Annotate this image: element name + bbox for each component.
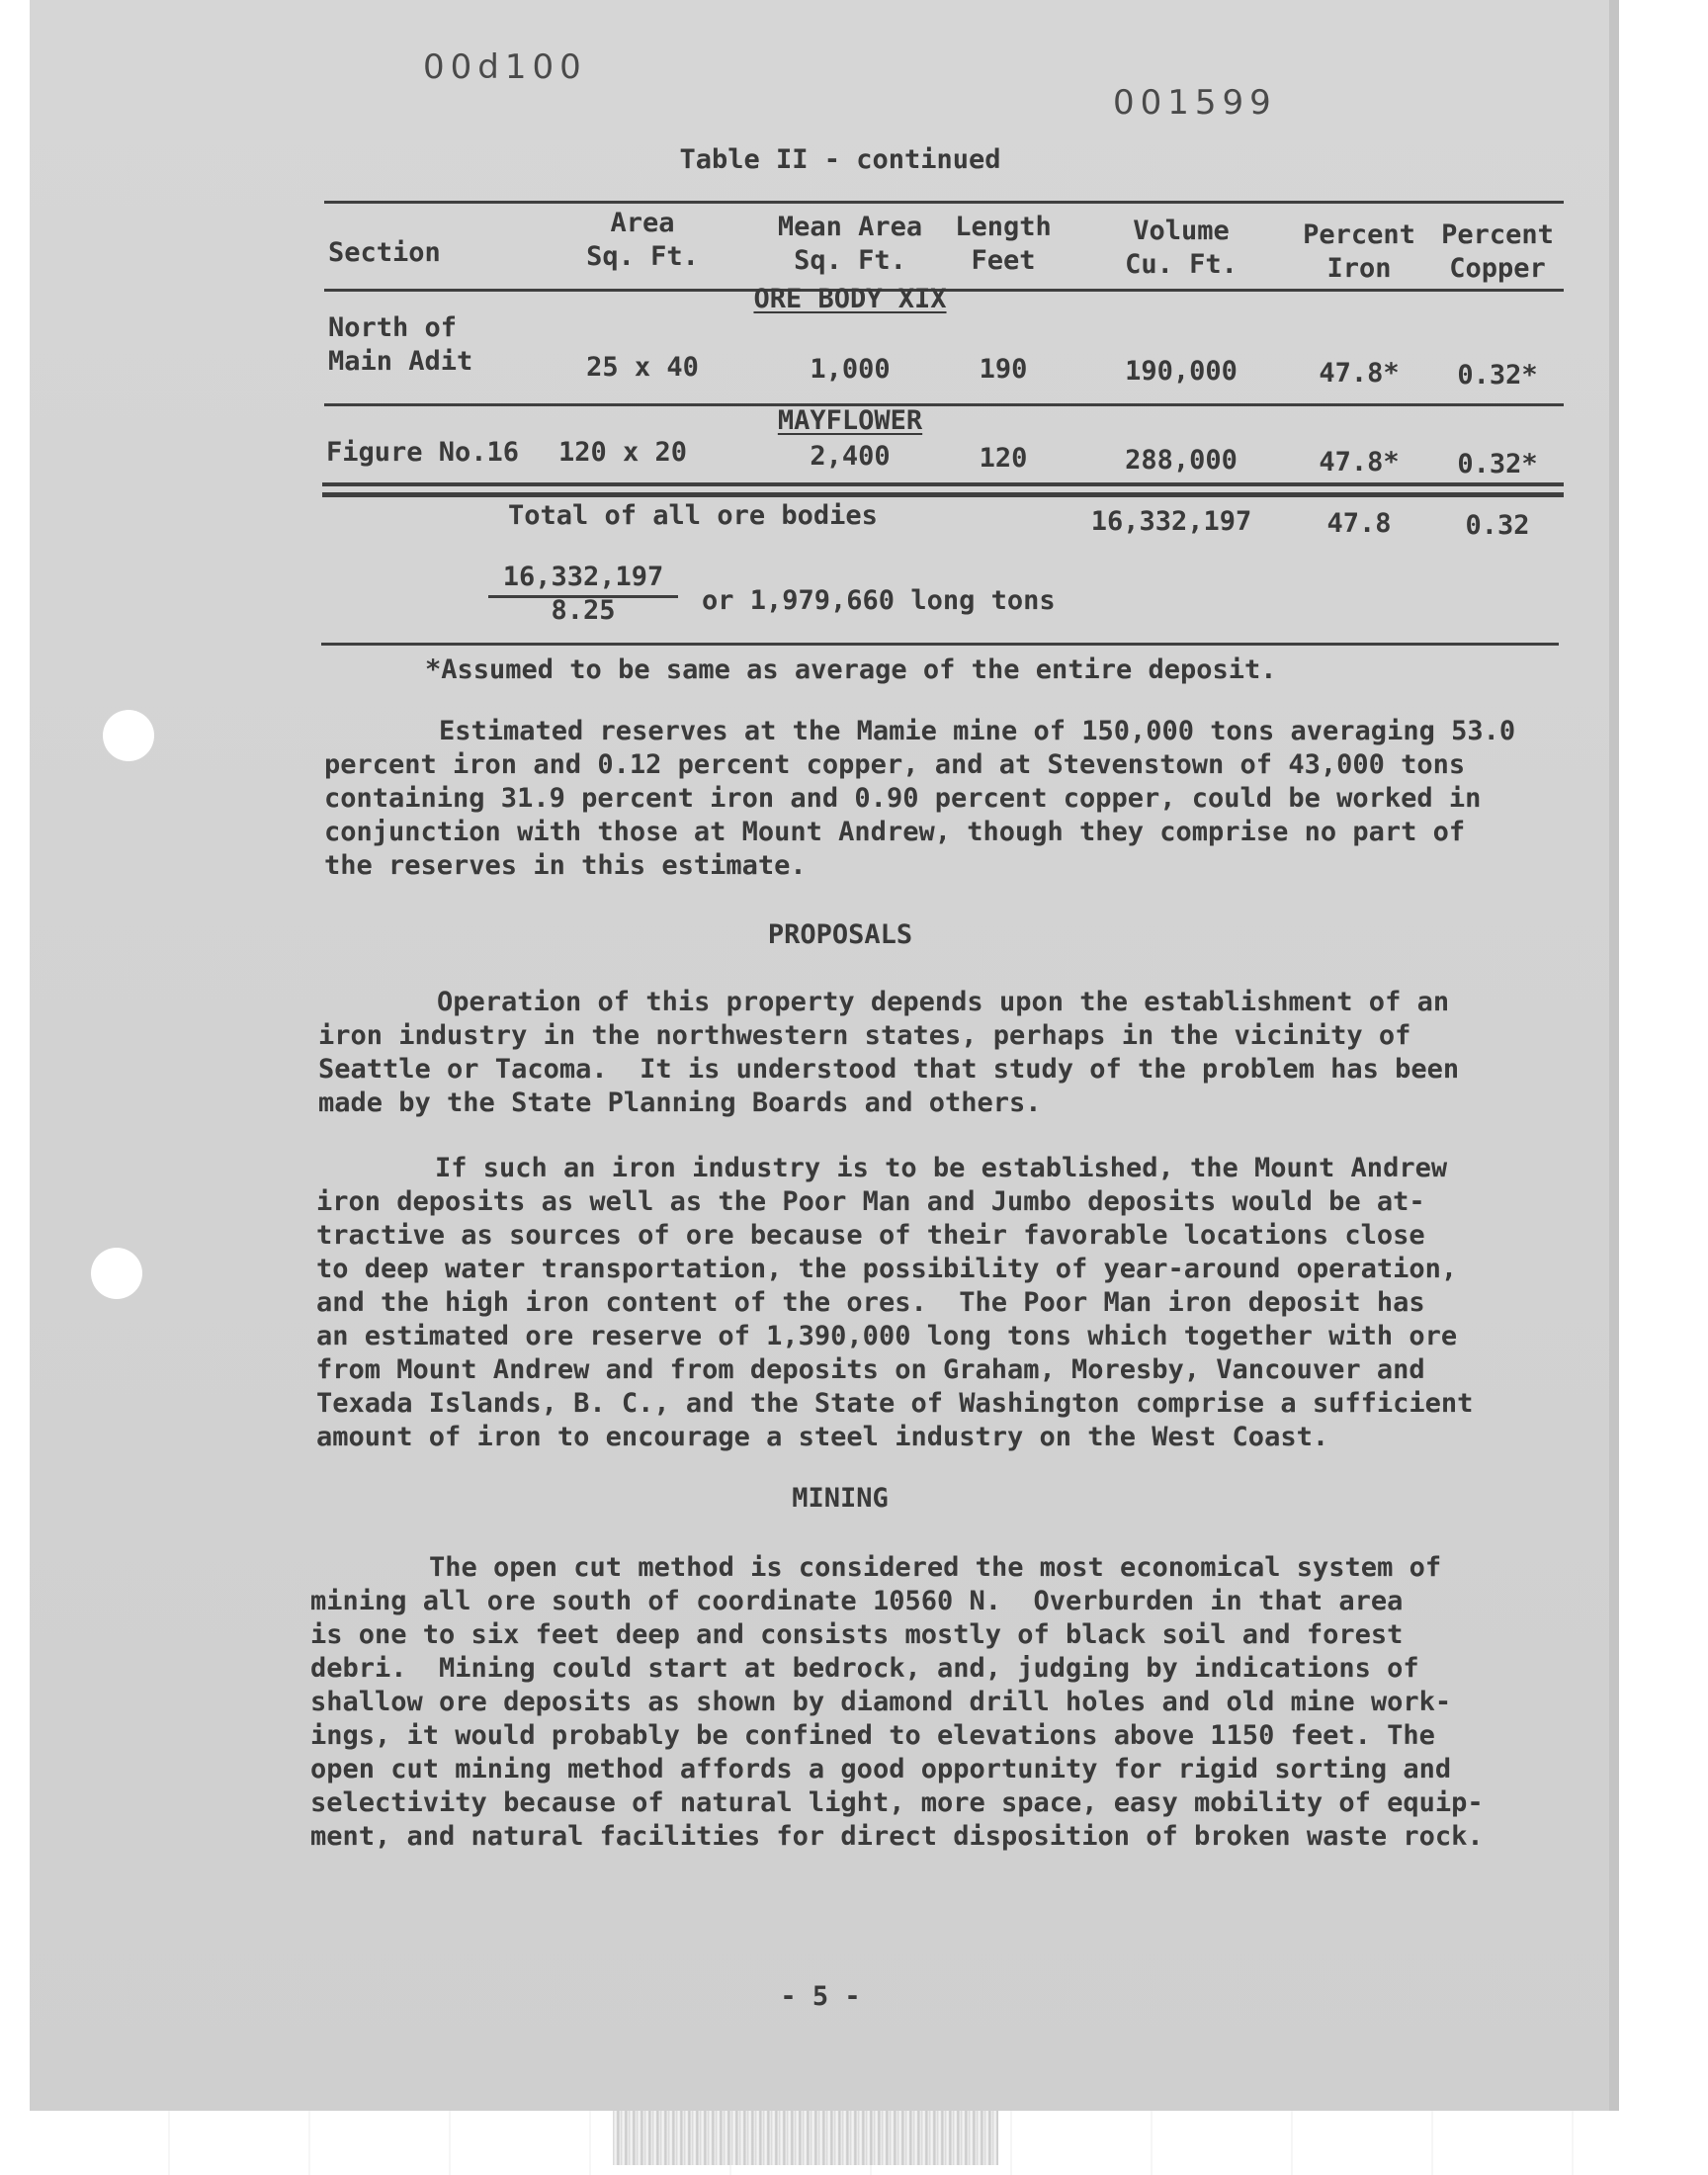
text-line: open cut mining method affords a good opportunity for rigid sorting and xyxy=(310,1754,1452,1784)
scan-artifact-strip xyxy=(30,2111,1611,2175)
header-volume-2: Cu. Ft. xyxy=(1125,249,1238,280)
heading-mining: MINING xyxy=(792,1483,889,1514)
header-mean-2: Sq. Ft. xyxy=(794,245,906,276)
text-line: tractive as sources of ore because of their favorable locations close xyxy=(316,1220,1425,1251)
header-iron-1: Percent xyxy=(1303,219,1415,250)
cell-iron: 47.8* xyxy=(1319,358,1400,389)
punch-hole-bottom xyxy=(91,1248,142,1299)
cell-area: 25 x 40 xyxy=(586,352,699,383)
text-line: If such an iron industry is to be established, the Mount Andrew xyxy=(435,1153,1448,1183)
page-number: - 5 - xyxy=(780,1981,861,2012)
cell-length: 120 xyxy=(979,443,1028,474)
text-line: ings, it would probably be confined to elevations above 1150 feet. The xyxy=(310,1720,1435,1751)
total-volume: 16,332,197 xyxy=(1090,506,1252,537)
page-edge-shadow xyxy=(1609,0,1619,2111)
total-double-rule-bottom xyxy=(322,492,1564,497)
cell-section-line1: North of xyxy=(328,312,458,343)
header-mean-1: Mean Area xyxy=(777,212,923,242)
punch-hole-top xyxy=(103,710,154,761)
stamp-right: 001599 xyxy=(1113,83,1277,123)
text-line: mining all ore south of coordinate 10560 N. Overburden in that area xyxy=(310,1586,1404,1616)
total-copper: 0.32 xyxy=(1465,510,1530,541)
text-line: percent iron and 0.12 percent copper, and at Stevenstown of 43,000 tons xyxy=(324,749,1466,780)
cell-mean-area: 2,400 xyxy=(810,441,891,472)
text-line: is one to six feet deep and consists mostly of black soil and forest xyxy=(310,1619,1404,1650)
text-line: iron industry in the northwestern states, perhaps in the vicinity of xyxy=(318,1020,1411,1051)
header-section: Section xyxy=(328,237,441,268)
table-title: Table II - continued xyxy=(679,144,1001,175)
total-double-rule-top xyxy=(322,482,1564,486)
text-line: conjunction with those at Mount Andrew, though they comprise no part of xyxy=(324,817,1466,847)
text-line: Seattle or Tacoma. It is understood that study of the problem has been xyxy=(318,1054,1460,1085)
text-line: the reserves in this estimate. xyxy=(324,850,807,881)
text-line: ment, and natural facilities for direct disposition of broken waste rock. xyxy=(310,1821,1484,1852)
text-line: to deep water transportation, the possibility of year-around operation, xyxy=(316,1254,1458,1284)
text-line: and the high iron content of the ores. The Poor Man iron deposit has xyxy=(316,1287,1425,1318)
header-volume-1: Volume xyxy=(1133,216,1230,246)
text-line: Estimated reserves at the Mamie mine of 150,000 tons averaging 53.0 xyxy=(439,716,1516,746)
calc-result: or 1,979,660 long tons xyxy=(702,585,1056,616)
group-name-ore-body: ORE BODY XIX xyxy=(753,284,947,314)
text-line: an estimated ore reserve of 1,390,000 long tons which together with ore xyxy=(316,1321,1458,1351)
header-copper-1: Percent xyxy=(1441,219,1554,250)
table-top-rule xyxy=(324,201,1564,204)
header-iron-2: Iron xyxy=(1326,253,1392,284)
text-line: Texada Islands, B. C., and the State of Washington comprise a sufficient xyxy=(316,1388,1474,1419)
header-area-2: Sq. Ft. xyxy=(586,241,699,272)
text-line: made by the State Planning Boards and others. xyxy=(318,1088,1042,1118)
text-line: containing 31.9 percent iron and 0.90 percent copper, could be worked in xyxy=(324,783,1482,814)
text-line: debri. Mining could start at bedrock, and, judging by indications of xyxy=(310,1653,1419,1684)
cell-iron: 47.8* xyxy=(1319,447,1400,478)
heading-proposals: PROPOSALS xyxy=(767,919,913,950)
header-copper-2: Copper xyxy=(1449,253,1546,284)
table-bottom-rule xyxy=(321,643,1559,646)
cell-section: Figure No.16 xyxy=(326,437,520,468)
total-label: Total of all ore bodies xyxy=(508,500,878,531)
stamp-left: 00d100 xyxy=(423,47,587,87)
text-line: The open cut method is considered the most economical system of xyxy=(429,1552,1442,1583)
header-area-1: Area xyxy=(610,208,675,238)
cell-section-line2: Main Adit xyxy=(328,346,473,377)
cell-area: 120 x 20 xyxy=(557,437,688,468)
header-length-1: Length xyxy=(955,212,1052,242)
text-line: amount of iron to encourage a steel industry on the West Coast. xyxy=(316,1422,1329,1452)
cell-length: 190 xyxy=(979,354,1028,385)
group-name-mayflower: MAYFLOWER xyxy=(777,405,923,436)
header-length-2: Feet xyxy=(971,245,1036,276)
text-line: shallow ore deposits as shown by diamond drill holes and old mine work- xyxy=(310,1687,1452,1717)
cell-volume: 190,000 xyxy=(1125,356,1238,387)
text-line: Operation of this property depends upon the establishment of an xyxy=(437,987,1450,1017)
cell-volume: 288,000 xyxy=(1125,445,1238,476)
calc-numerator: 16,332,197 xyxy=(502,562,664,592)
table-footnote: *Assumed to be same as average of the entire deposit. xyxy=(425,654,1277,685)
cell-copper: 0.32* xyxy=(1457,360,1538,391)
cell-mean-area: 1,000 xyxy=(810,354,891,385)
total-iron: 47.8 xyxy=(1326,508,1392,539)
text-line: selectivity because of natural light, more space, easy mobility of equip- xyxy=(310,1787,1484,1818)
calc-denominator: 8.25 xyxy=(551,595,616,626)
text-line: iron deposits as well as the Poor Man and Jumbo deposits would be at- xyxy=(316,1186,1425,1217)
cell-copper: 0.32* xyxy=(1457,449,1538,479)
text-line: from Mount Andrew and from deposits on Graham, Moresby, Vancouver and xyxy=(316,1354,1425,1385)
